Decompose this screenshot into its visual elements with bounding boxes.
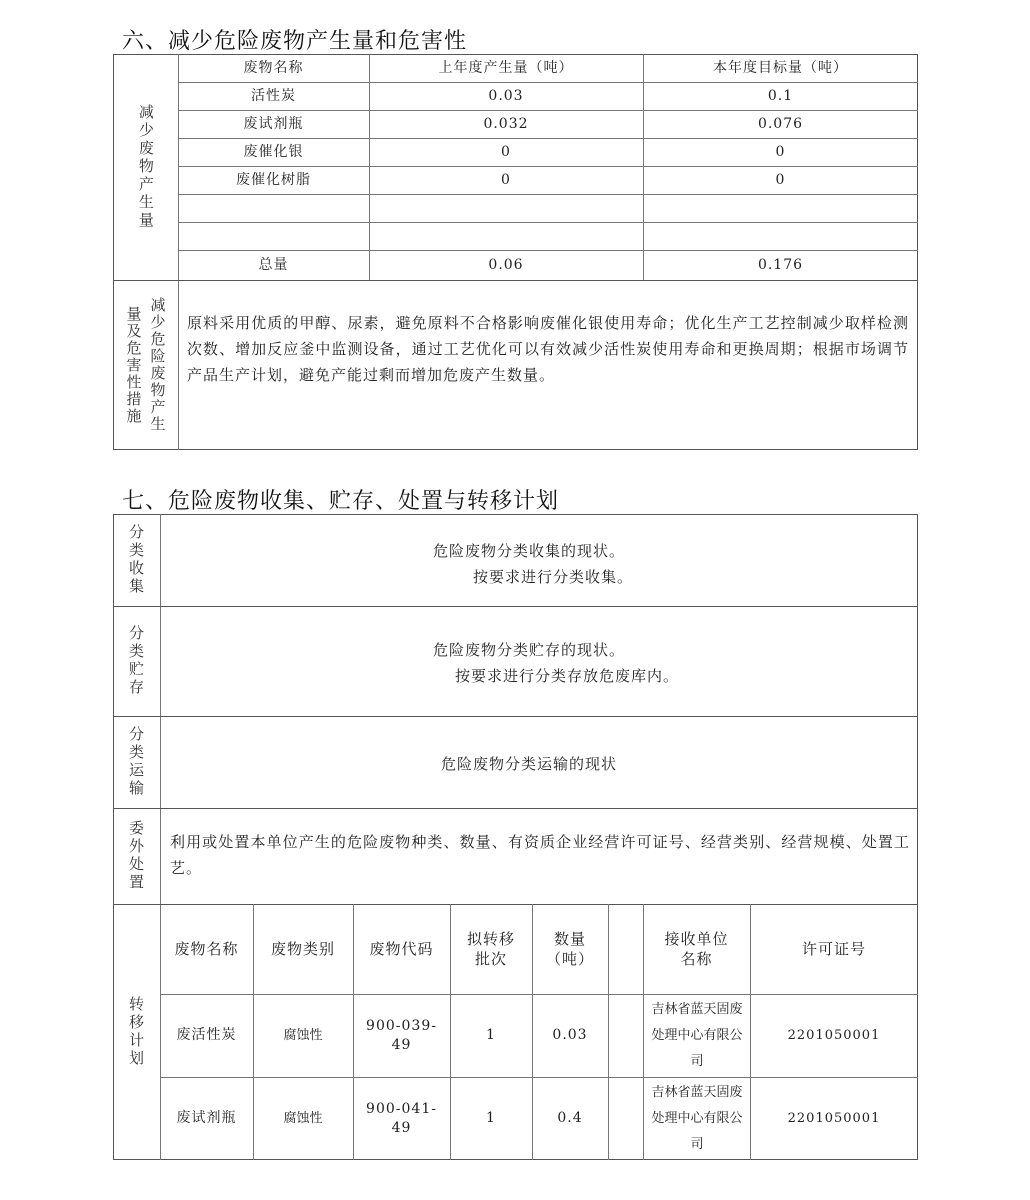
row-waste-name bbox=[178, 194, 369, 222]
collect-status: 危险废物分类收集的现状。 bbox=[433, 542, 626, 560]
measures-label bbox=[113, 280, 178, 450]
transfer-row-receiver: 吉林省蓝天固废处理中心有限公司 bbox=[651, 1084, 743, 1152]
storage-label-text: 分类贮存 bbox=[127, 625, 145, 697]
measures-label-col2: 量及危害性措施 bbox=[124, 305, 143, 425]
row-target: 0 bbox=[775, 143, 786, 160]
transport-status: 危险废物分类运输的现状 bbox=[441, 755, 618, 773]
header-quantity: 数量（吨） bbox=[545, 929, 594, 968]
table-divider bbox=[113, 716, 918, 717]
total-last-year: 0.06 bbox=[488, 256, 524, 273]
row-last-year: 0 bbox=[501, 171, 511, 188]
vertical-label-text: 减少废物产生量 bbox=[136, 104, 155, 230]
transfer-row-quantity: 0.4 bbox=[557, 1110, 583, 1127]
total-label: 总量 bbox=[258, 256, 289, 273]
transfer-row-name: 废试剂瓶 bbox=[176, 1110, 237, 1127]
row-last-year: 0 bbox=[501, 143, 511, 160]
transfer-row-category: 腐蚀性 bbox=[283, 1110, 323, 1126]
transfer-row-name: 废活性炭 bbox=[176, 1027, 237, 1044]
section-7-title: 七、危险废物收集、贮存、处置与转移计划 bbox=[122, 489, 560, 514]
outsource-label bbox=[113, 808, 160, 904]
transfer-label-text: 转移计划 bbox=[127, 996, 145, 1068]
row-target bbox=[643, 222, 918, 250]
header-waste-name: 废物名称 bbox=[243, 59, 304, 76]
table-divider bbox=[113, 808, 918, 809]
header-waste-code: 废物代码 bbox=[369, 939, 434, 958]
row-waste-name bbox=[178, 222, 369, 250]
header-receiver: 接收单位名称 bbox=[664, 929, 729, 968]
transfer-row-code: 900-039-49 bbox=[366, 1017, 437, 1053]
row-target: 0.076 bbox=[757, 115, 804, 132]
outsource-label-text: 委外处置 bbox=[127, 820, 145, 892]
transport-label bbox=[113, 716, 160, 808]
transport-label-text: 分类运输 bbox=[127, 726, 145, 798]
table-divider bbox=[113, 606, 918, 607]
transfer-row-batches: 1 bbox=[486, 1110, 496, 1127]
collect-label bbox=[113, 514, 160, 606]
total-target: 0.176 bbox=[757, 256, 804, 273]
row-last-year: 0.032 bbox=[483, 115, 529, 132]
section-6-title: 六、减少危险废物产生量和危害性 bbox=[122, 29, 468, 54]
transfer-row-category: 腐蚀性 bbox=[283, 1027, 323, 1043]
transfer-row-blank bbox=[608, 994, 643, 1077]
header-last-year: 上年度产生量（吨） bbox=[438, 59, 574, 76]
transfer-row-license: 2201050001 bbox=[787, 1110, 881, 1126]
transfer-row-license: 2201050001 bbox=[787, 1027, 881, 1043]
measures-text: 原料采用优质的甲醇、尿素，避免原料不合格影响废催化银使用寿命；优化生产工艺控制减少取样检测次数、增加反应釜中监测设备，通过工艺优化可以有效减少活性炭使用寿命和更换周期；根据市场调节产品生产计划，避免产能过剩而增加危废产生数量。 bbox=[187, 314, 909, 384]
row-target bbox=[643, 194, 918, 222]
header-waste-category: 废物类别 bbox=[270, 939, 335, 958]
row-last-year bbox=[369, 222, 643, 250]
reduction-label bbox=[113, 54, 178, 280]
collect-requirement: 按要求进行分类收集。 bbox=[473, 568, 634, 586]
header-target: 本年度目标量（吨） bbox=[713, 59, 848, 76]
transfer-row-quantity: 0.03 bbox=[552, 1027, 588, 1044]
header-waste-name: 废物名称 bbox=[174, 939, 239, 958]
row-waste-name: 废试剂瓶 bbox=[243, 115, 304, 132]
storage-label bbox=[113, 606, 160, 716]
table-divider bbox=[113, 280, 918, 281]
measures-label-col1: 减少危险废物产生 bbox=[148, 297, 167, 433]
table-divider bbox=[643, 904, 644, 1160]
row-waste-name: 活性炭 bbox=[251, 87, 296, 104]
storage-requirement: 按要求进行分类存放危废库内。 bbox=[455, 667, 680, 685]
transfer-row-receiver: 吉林省蓝天固废处理中心有限公司 bbox=[651, 1001, 743, 1069]
row-waste-name: 废催化树脂 bbox=[236, 171, 311, 188]
row-target: 0.1 bbox=[767, 87, 794, 104]
row-last-year: 0.03 bbox=[488, 87, 524, 104]
row-last-year bbox=[369, 194, 643, 222]
header-license: 许可证号 bbox=[801, 939, 866, 958]
header-batches: 拟转移批次 bbox=[466, 929, 515, 968]
storage-status: 危险废物分类贮存的现状。 bbox=[433, 641, 626, 659]
row-waste-name: 废催化银 bbox=[243, 143, 304, 160]
row-target: 0 bbox=[775, 171, 786, 188]
header-blank bbox=[608, 904, 643, 994]
outsource-text: 利用或处置本单位产生的危险废物种类、数量、有资质企业经营许可证号、经营类别、经营规模、处置工艺。 bbox=[170, 833, 910, 877]
collect-label-text: 分类收集 bbox=[127, 524, 145, 596]
transfer-row-batches: 1 bbox=[486, 1027, 496, 1044]
transfer-label bbox=[113, 904, 160, 1160]
transfer-row-code: 900-041-49 bbox=[366, 1100, 437, 1136]
transfer-row-blank bbox=[608, 1077, 643, 1160]
